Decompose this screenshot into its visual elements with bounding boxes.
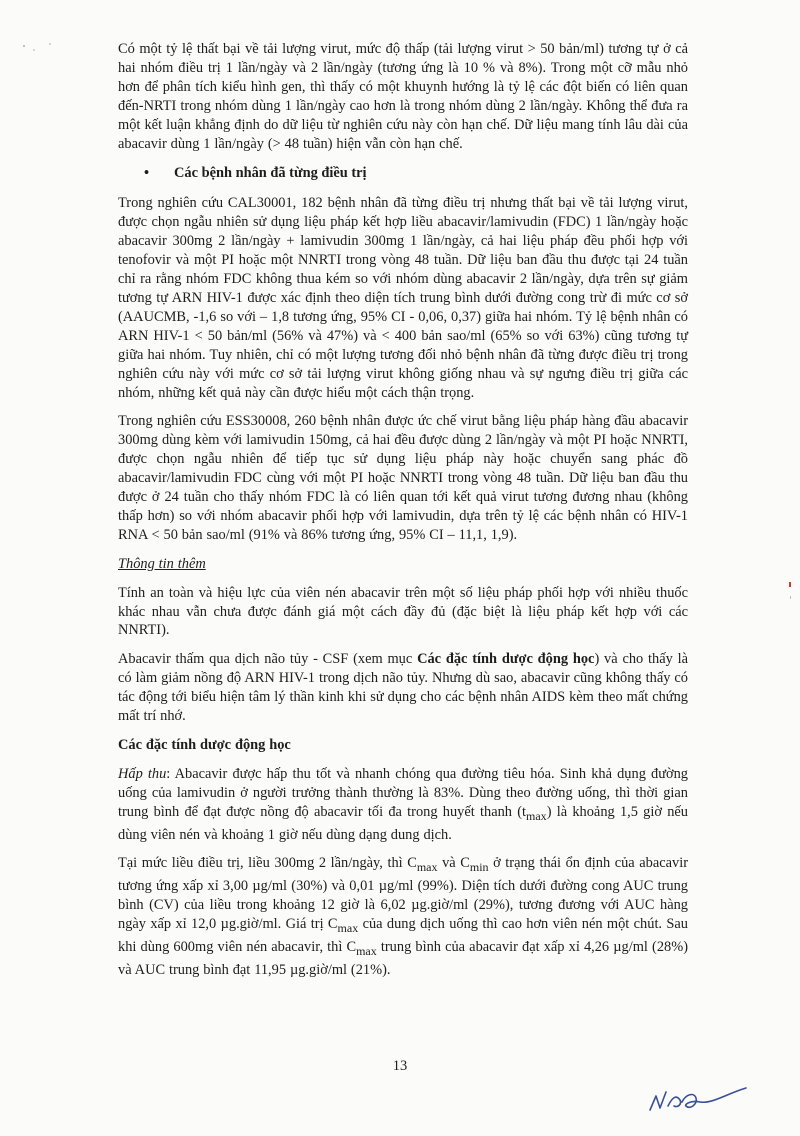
bullet-icon: •: [144, 165, 150, 182]
p7-sub-1: max: [416, 860, 438, 875]
p7-text-a: Tại mức liều điều trị, liều 300mg 2 lần/ngày, thì C: [118, 855, 417, 872]
p6-text-a: : Abacavir được hấp thu tốt và nhanh chóng qua đường tiêu hóa. Sinh khả dụng đường uống của lamivudin ở người trưởng thành thường là 83%. Dùng theo đường uống, thì thời gian trung bình để đạt được nồng độ abacavir tối đa trong huyết thanh (t: [118, 765, 688, 820]
p7-sub-4: max: [356, 943, 377, 958]
signature-icon: [646, 1080, 756, 1120]
p5-text-a: Abacavir thấm qua dịch não tủy - CSF (xem mục: [118, 651, 418, 668]
paragraph-3: Trong nghiên cứu ESS30008, 260 bệnh nhân được ức chế virut bằng liệu pháp hàng đầu abacavir 300mg dùng kèm với lamivudin 150mg, cả hai đều được dùng 2 lần/ngày và một PI hoặc NNRTI, được chọn ngẫu nhiên để tiếp tục sử dụng liệu pháp này hoặc chuyển sang phác đồ abacavir/lamivudin FDC cùng với một PI hoặc NNRTI trong vòng 48 tuần. Dữ liệu ban đầu thu được ở 24 tuần cho thấy nhóm FDC là có liên quan tới kết quả virut tương đương nhau (không thấp hơn) so với nhóm abacavir phối hợp với lamivudin, dựa trên tỷ lệ các bệnh nhân có HIV-1 RNA < 50 bản sao/ml (91% và 86% tương ứng, 95% CI – 11,1, 1,9).: [118, 413, 688, 543]
page-number: 13: [392, 1058, 408, 1074]
p6-subscript: max: [526, 808, 547, 823]
document-body: [118, 40, 688, 979]
subheading-more-info: Thông tin thêm: [118, 555, 206, 572]
paragraph-6: [118, 765, 688, 845]
paragraph-2: Trong nghiên cứu CAL30001, 182 bệnh nhân đã từng điều trị nhưng thất bại về tải lượng virut, được chọn ngẫu nhiên sử dụng liệu pháp kết hợp liều abacavir/lamivudin (FDC) 1 lần/ngày hoặc abacavir 300mg 2 lần/ngày + lamivudin 300mg 1 lần/ngày, cả hai liệu pháp đều phối hợp với tenofovir và một PI hoặc một NNRTI trong vòng 48 tuần. Dữ liệu ban đầu thu được tại 24 tuần chỉ ra rằng nhóm FDC không thua kém so với nhóm dùng abacavir 2 lần/ngày, dựa trên sự giảm tương tự ARN HIV-1 được xác định theo diện tích trung bình dưới đường cong trừ đi mức cơ sở (AAUCMB, -1,6 so với – 1,8 tương ứng, 95% CI - 0,06, 0,37) giữa hai nhóm. Tỷ lệ bệnh nhân có ARN HIV-1 < 50 bản/ml (56% và 47%) và < 400 bản sao/ml (65% so với 63%) cũng tương tự giữa hai nhóm. Tuy nhiên, chỉ có một lượng tương đối nhỏ bệnh nhân đã từng được điều trị trong nghiên cứu này với mức cơ sở tải lượng virut không giống nhau và sự ngưng điều trị giữa các nhóm, những kết quả này cần được hiểu một cách thận trọng.: [118, 195, 688, 401]
paragraph-1: Có một tỷ lệ thất bại về tải lượng virut, mức độ thấp (tải lượng virut > 50 bản/ml) tương tự ở cả hai nhóm điều trị 1 lần/ngày và 2 lần/ngày (tương ứng là 10 % và 8%). Trong một cỡ mẫu nhỏ hơn để phân tích kiểu hình gen, thì thấy có một khuynh hướng là tỷ lệ các đột biến có liên quan đến-NRTI trong nhóm dùng 1 lần/ngày cao hơn là trong nhóm dùng 2 lần/ngày. Không thể đưa ra một kết luận khẳng định do dữ liệu từ nghiên cứu này còn hạn chế. Dữ liệu mang tính lâu dài của abacavir dùng 1 lần/ngày (> 48 tuần) hiện vẫn còn hạn chế.: [118, 41, 688, 152]
red-mark-icon: [786, 580, 796, 604]
paragraph-4: Tính an toàn và hiệu lực của viên nén abacavir trên một số liệu pháp phối hợp với nhiều thuốc khác nhau vẫn chưa được đánh giá một cách đầy đủ (đặc biệt là liệu pháp kết hợp với các NNRTI).: [118, 584, 688, 639]
p7-text-d: của dung dịch uống thì cao hơn viên nén một chút. Sau khi dùng 600mg viên nén abacavir, thì C: [118, 916, 688, 955]
paragraph-7: [118, 854, 688, 979]
absorption-label: Hấp thu: [118, 765, 167, 782]
p6-text-b: ) là khoảng 1,5 giờ nếu dùng viên nén và khoảng 1 giờ nếu dùng dạng dung dịch.: [118, 803, 688, 843]
p5-bold-ref: Các đặc tính dược động học: [417, 651, 595, 668]
heading-pharmacokinetics: Các đặc tính dược động học: [118, 737, 291, 753]
bullet-heading-text: Các bệnh nhân đã từng điều trị: [174, 165, 367, 182]
scan-speck-icon: [20, 40, 60, 60]
p7-sub-3: max: [337, 920, 359, 935]
p7-text-e: trung bình của abacavir đạt xấp xỉ 4,26 µg/ml (28%) và AUC trung bình đạt 11,95 µg.giờ/ml (21%).: [118, 938, 689, 978]
p5-text-b: ) và cho thấy là có làm giảm nồng độ ARN HIV-1 trong dịch não tủy. Nhưng dù sao, abacavir cũng không thấy có tác động tới biểu hiện tâm lý thần kinh khi sử dụng cho các bệnh nhân AIDS kèm theo mất chứng mất trí nhớ.: [118, 651, 689, 725]
paragraph-5: [118, 650, 688, 726]
p7-text-b: và C: [437, 855, 470, 872]
p7-sub-2: min: [469, 860, 489, 875]
p7-text-c: ở trạng thái ổn định của abacavir tương ứng xấp xỉ 3,00 µg/ml (30%) và 0,01 µg/ml (99%). Diện tích dưới đường cong AUC trung bình (CV) của liều trong khoảng 12 giờ là 6,02 µg.giờ/ml (29%), tương đương với AUC hàng ngày xấp xỉ 12,0 µg.giờ/ml. Giá trị C: [118, 855, 689, 932]
bullet-heading: [144, 165, 688, 182]
